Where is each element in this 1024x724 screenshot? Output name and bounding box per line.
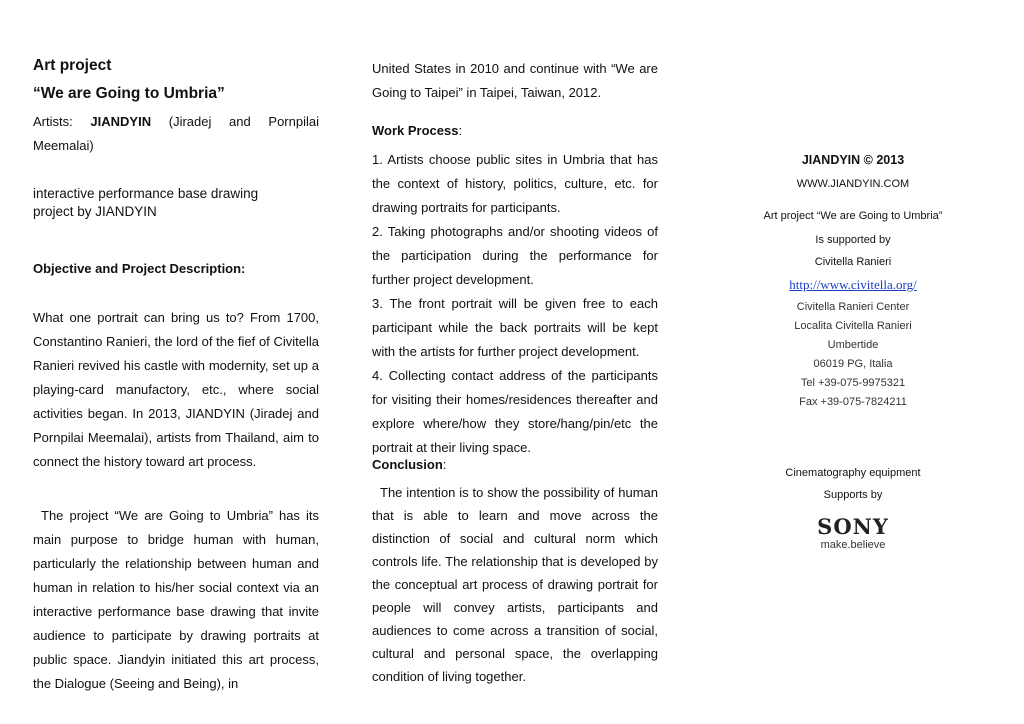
phone-line: Tel +39-075-9975321 [800,377,906,389]
sony-logo [735,515,971,551]
cinematography-line: Cinematography equipment [785,467,921,479]
title-art-project: Art project [33,57,112,74]
address-line: Umbertide [827,339,879,351]
conclusion-paragraph: The intention is to show the possibility of human that is able to learn and move across the distinction of social and cultural norm which controls life. The relationship that is developed by the conceptual art process of drawing portrait for people will convey artists, participants and audiences to come across a transition of social, cultural and personal space, the overlapping condition of living together. [372,485,658,684]
address-line: Localita Civitella Ranieri [794,320,912,332]
title-project-name: “We are Going to Umbria” [33,85,225,102]
support-line-2: Is supported by [815,234,891,246]
address-line: 06019 PG, Italia [813,358,893,370]
supports-by-line: Supports by [823,489,883,501]
continued-paragraph: United States in 2010 and continue with “We are Going to Taipei” in Taipei, Taiwan, 2012. [372,61,658,100]
sony-wordmark: SONY [817,514,889,539]
brand-copyright: JIANDYIN © 2013 [801,153,905,167]
list-item: 3. The front portrait will be given free to each participant while the back portraits will be kept with the artists for further project development. [372,296,658,359]
brand-website: WWW.JIANDYIN.COM [796,178,910,190]
artists-label: Artists: [33,114,73,129]
project-paragraph: The project “We are Going to Umbria” has its main purpose to bridge human with human, particularly the relationship between human and human in relation to his/her social context via an interactive performance base drawing that invite audience to participate by drawing portraits at public space. Jiandyin initiated this art process, the Dialogue (Seeing and Being), in [33,508,319,691]
objective-paragraph: What one portrait can bring us to? From 1700, Constantino Ranieri, the lord of the fief of Civitella Ranieri revived his castle with modernity, set up a playing-card manufactory, etc., where social activities began. In 2013, JIANDYIN (Jiradej and Pornpilai Meemalai), artists from Thailand, aim to connect the history toward art process. [33,310,319,469]
artists-members: (Jiradej and Pornpilai Meemalai) [33,114,319,153]
list-item: 4. Collecting contact address of the participants for visiting their homes/residences thereafter and explore where/how they store/hang/pin/etc the portrait at their living space. [372,368,658,455]
list-item: 1. Artists choose public sites in Umbria that has the context of history, politics, culture, etc. for drawing portraits for participants. [372,152,658,215]
work-process-list [372,148,658,460]
fax-line: Fax +39-075-7824211 [799,396,907,408]
artists-name: JIANDYIN [90,114,152,129]
address-line: Civitella Ranieri Center [796,301,910,313]
artists-line [33,110,319,158]
support-line-1: Art project “We are Going to Umbria” [763,210,943,222]
conclusion-heading: Conclusion: [372,457,447,472]
work-process-heading: Work Process: [372,123,463,138]
tagline: interactive performance base drawing project by JIANDYIN [33,186,259,219]
objective-heading: Objective and Project Description: [33,261,246,276]
support-line-3: Civitella Ranieri [814,256,892,268]
sony-tagline: make.believe [820,539,886,551]
list-item: 2. Taking photographs and/or shooting videos of the participation during the performance for further project development. [372,224,658,287]
civitella-link[interactable]: http://www.civitella.org/ [789,277,917,292]
